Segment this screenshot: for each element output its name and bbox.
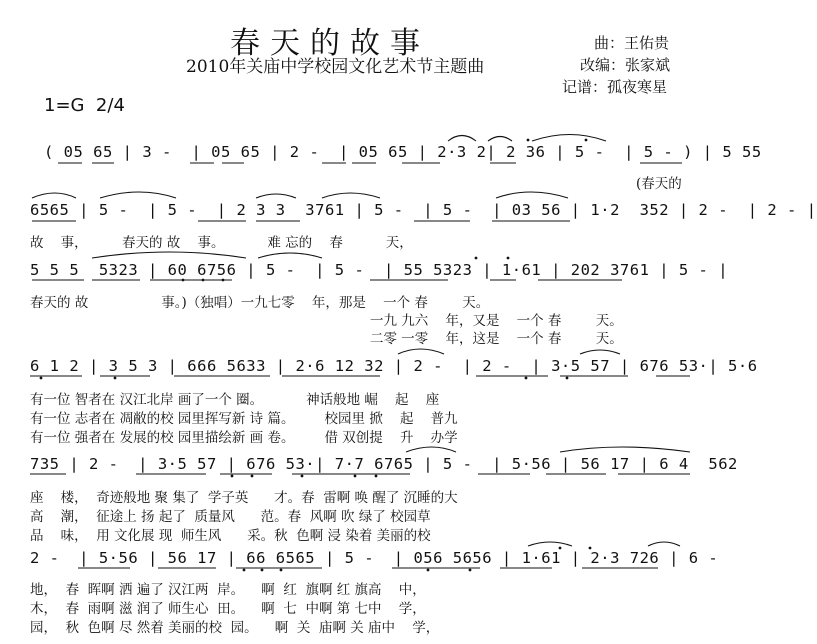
score-row-3: 5 5 5 5323 | 60 6756 | 5 - | 5 - | 55 5323 | 1·61 | 202 3761 | 5 - | xyxy=(30,261,729,279)
score-row-4-lyric-1: 有一位 智者在 汉江北岸 画了一个 圈。 神话般地 崛 起 座 xyxy=(30,392,440,408)
score-row-3-lyric-3: 二零 一零 年，这是 一个 春 天。 xyxy=(370,331,623,347)
song-subtitle: 2010年关庙中学校园文化艺术节主题曲 xyxy=(186,57,485,77)
score-row-4-lyric-2: 有一位 志者在 凋敝的校 园里挥写新 诗 篇。 校园里 掀 起 普九 xyxy=(30,411,458,427)
score-row-3-lyric-1: 春天的 故 事。)（独唱）一九七零 年，那是 一个 春 天。 xyxy=(30,295,490,311)
arranger-credit: 改编：张家斌 xyxy=(580,56,671,74)
score-row-5-lyric-3: 品 味， 用 文化展 现 师生风 采。秋 色啊 浸 染着 美丽的校 xyxy=(30,528,431,544)
score-row-6-lyric-3: 园， 秋 色啊 尽 然着 美丽的校 园。 啊 关 庙啊 关 庙中 学， xyxy=(30,620,440,636)
key-signature: 1=G 2/4 xyxy=(44,95,125,116)
score-row-5-lyric-2: 高 潮， 征途上 扬 起了 质量风 范。春 风啊 吹 绿了 校园草 xyxy=(30,509,431,525)
score-row-4-lyric-3: 有一位 强者在 发展的校 园里描绘新 画 卷。 借 双创提 升 办学 xyxy=(30,430,458,446)
transcriber-credit: 记谱：孤夜寒星 xyxy=(562,78,668,96)
score-row-5-lyric-1: 座 楼， 奇迹般地 聚 集了 学子英 才。春 雷啊 唤 醒了 沉睡的大 xyxy=(30,490,458,506)
score-row-5: 735 | 2 - | 3·5 57 | 676 53·| 7·7 6765 | 5 - | 5·56 | 56 17 | 6 4 562 xyxy=(30,455,738,473)
score-row-4: 6 1 2 | 3 5 3 | 666 5633 | 2·6 12 32 | 2 - | 2 - | 3·5 57 | 676 53·| 5·6 xyxy=(30,357,758,375)
score-row-6-lyric-2: 木， 春 雨啊 滋 润了 师生心 田。 啊 七 中啊 第 七中 学， xyxy=(30,601,426,617)
score-row-1-lyric: (春天的 xyxy=(636,176,682,192)
score-row-1: ( 05 65 | 3 - | 05 65 | 2 - | 05 65 | 2·3 2| 2 36 | 5 - | 5 - ) | 5 55 xyxy=(44,143,762,161)
score-row-2-lyric: 故 事， 春天的 故 事。 难 忘的 春 天， xyxy=(30,235,413,251)
song-title: 春天的故事 xyxy=(230,26,430,61)
score-row-2: 6565 | 5 - | 5 - | 2 3 3 3761 | 5 - | 5 - | 03 56 | 1·2 352 | 2 - | 2 - | xyxy=(30,201,817,219)
score-row-6-lyric-1: 地， 春 晖啊 洒 遍了 汉江两 岸。 啊 红 旗啊 红 旗高 中， xyxy=(30,582,426,598)
score-row-6: 2 - | 5·56 | 56 17 | 66 6565 | 5 - | 056 5656 | 1·61 | 2·3 726 | 6 - xyxy=(30,549,719,567)
score-row-3-lyric-2: 一九 九六 年，又是 一个 春 天。 xyxy=(370,313,623,329)
composer-credit: 曲：王佑贵 xyxy=(594,34,670,52)
